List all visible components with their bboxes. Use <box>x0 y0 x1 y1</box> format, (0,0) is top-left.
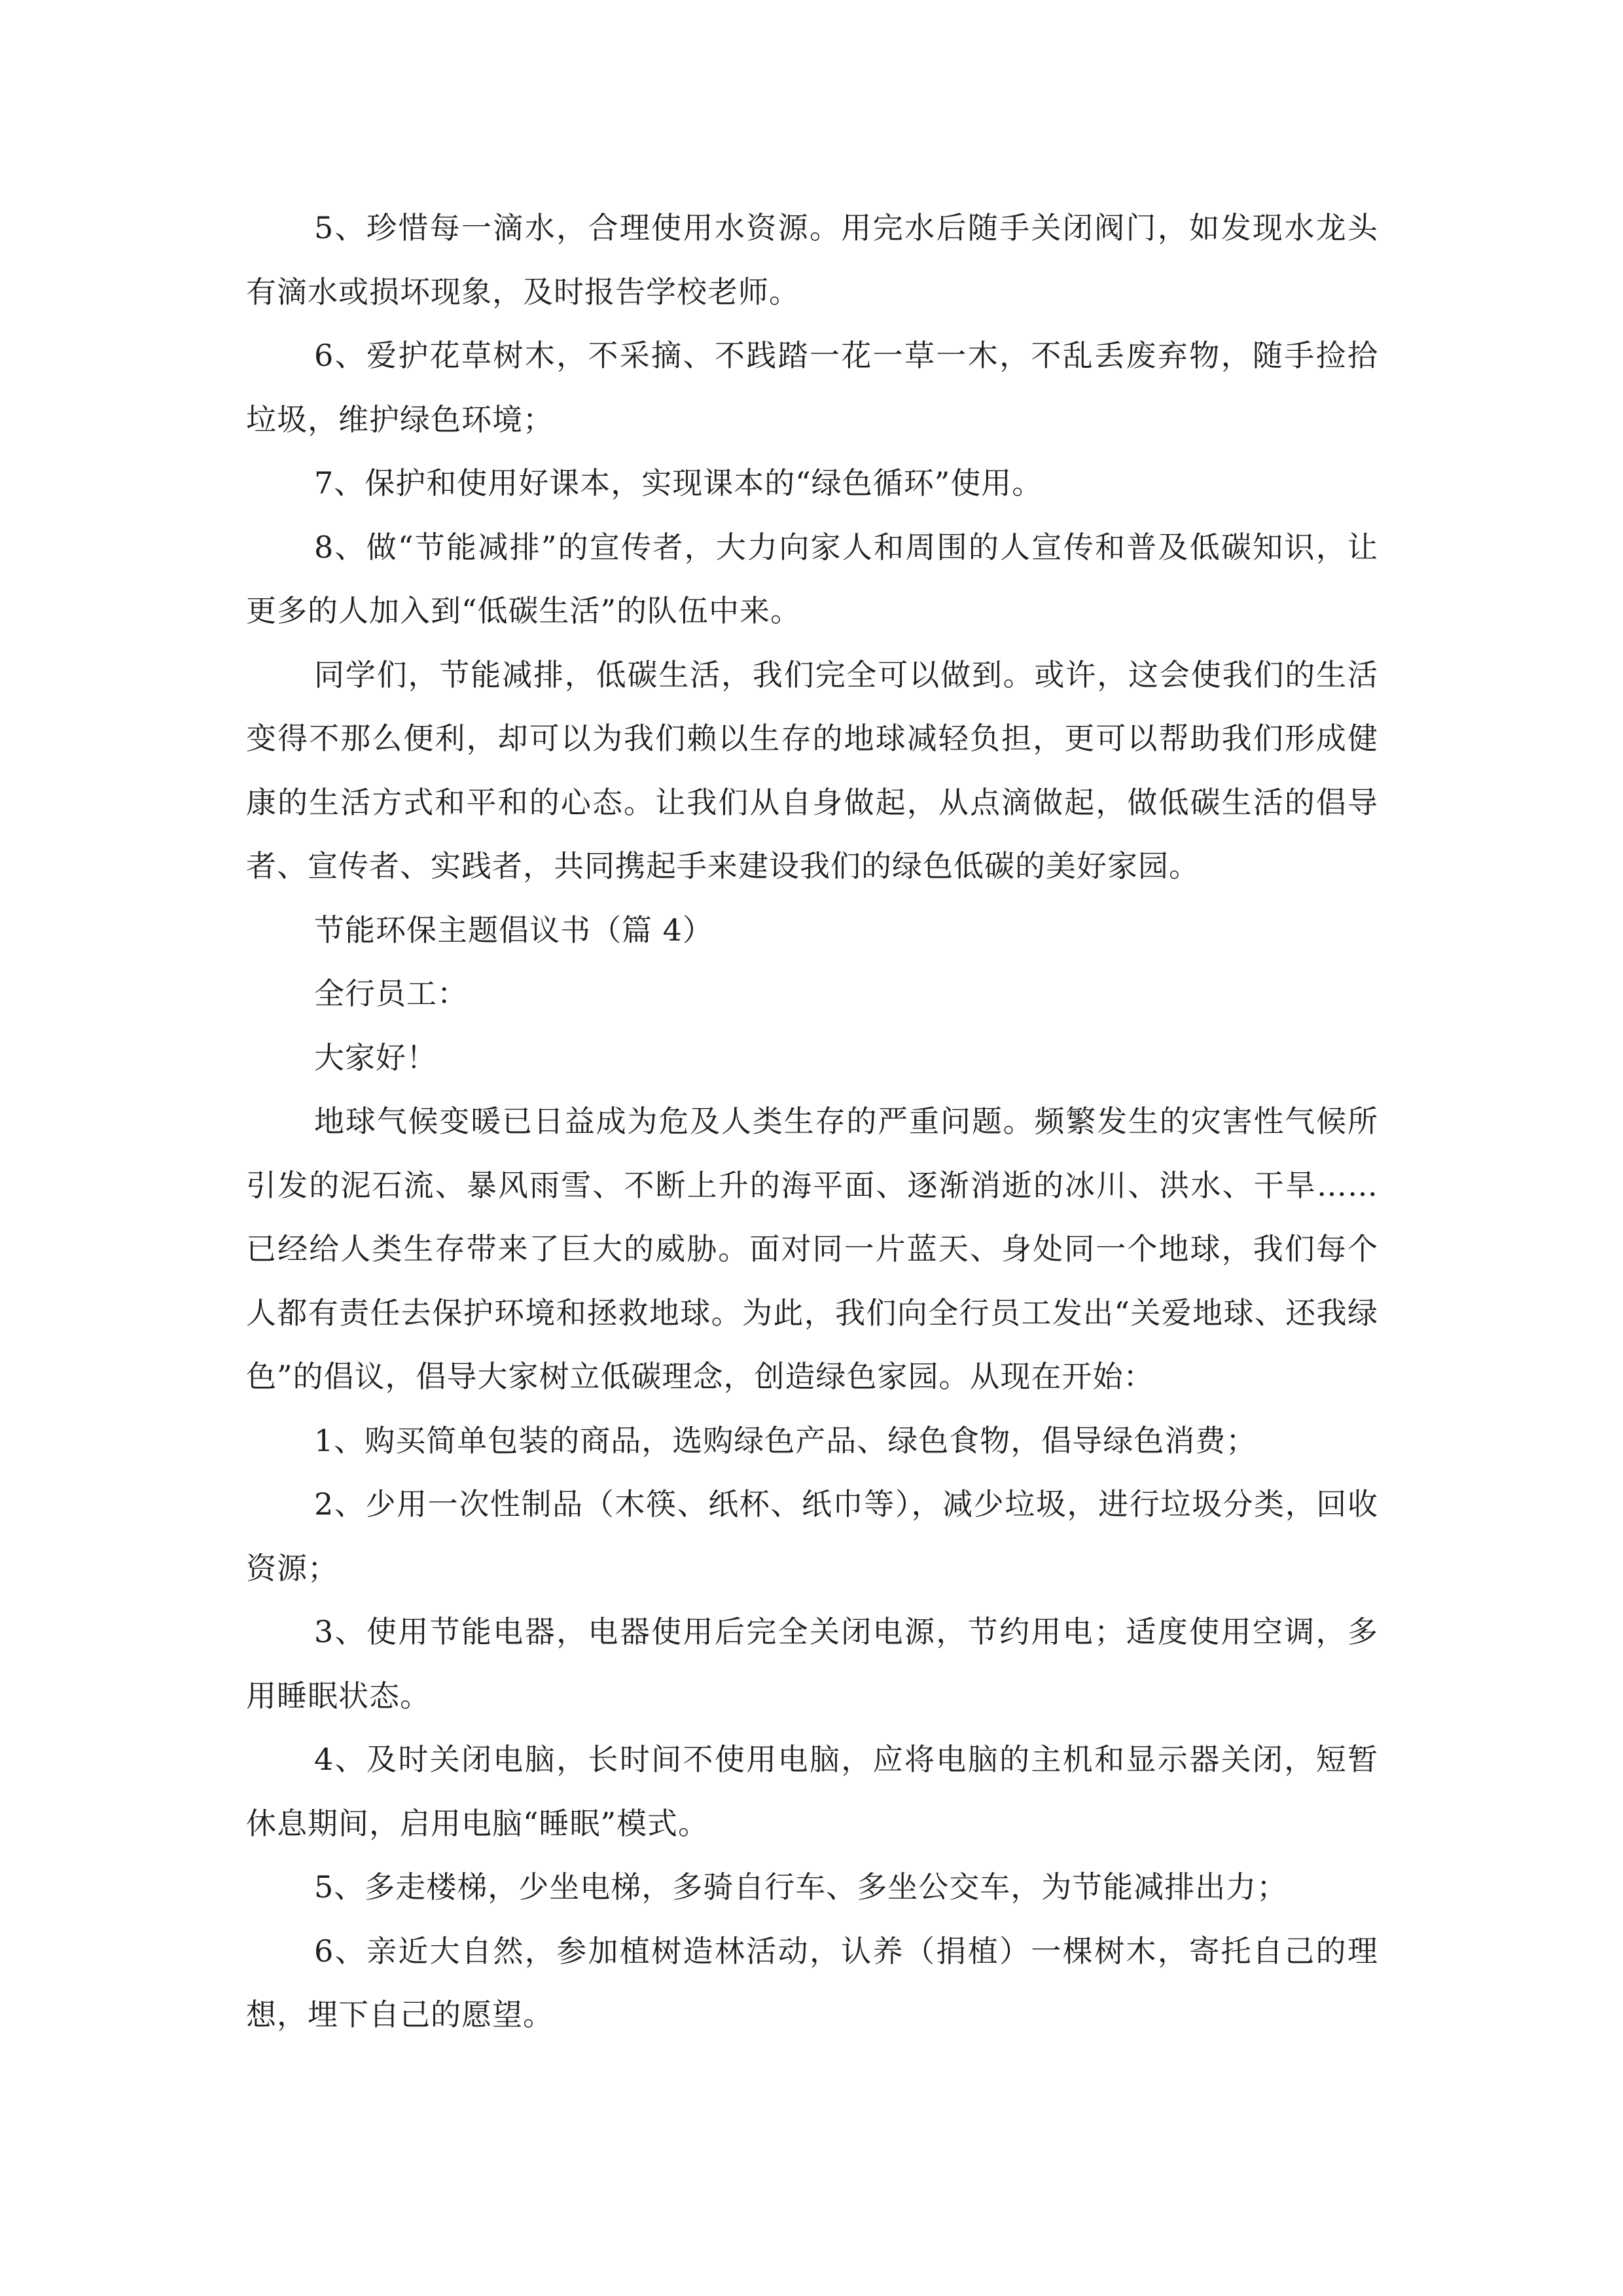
paragraph-item-5-water: 5、珍惜每一滴水，合理使用水资源。用完水后随手关闭阀门，如发现水龙头有滴水或损坏现象，及时报告学校老师。 <box>246 210 1378 310</box>
paragraph-item-3-appliances: 3、使用节能电器，电器使用后完全关闭电源，节约用电；适度使用空调，多用睡眠状态。 <box>246 1614 1378 1713</box>
paragraph-intro-climate: 地球气候变暖已日益成为危及人类生存的严重问题。频繁发生的灾害性气候所引发的泥石流、暴风雨雪、不断上升的海平面、逐渐消逝的冰川、洪水、干旱……已经给人类生存带来了巨大的威胁。面对同一片蓝天、身处同一个地球，我们每个人都有责任去保护环境和拯救地球。为此，我们向全行员工发出“关爱地球、还我绿色”的倡议，倡导大家树立低碳理念，创造绿色家园。从现在开始： <box>246 1103 1378 1394</box>
paragraph-item-1-shopping: 1、购买简单包装的商品，选购绿色产品、绿色食物，倡导绿色消费； <box>314 1422 1257 1458</box>
paragraph-item-4-computers: 4、及时关闭电脑，长时间不使用电脑，应将电脑的主机和显示器关闭，短暂休息期间，启用电脑“睡眠”模式。 <box>246 1742 1378 1841</box>
paragraph-item-8-promotion: 8、做“节能减排”的宣传者，大力向家人和周围的人宣传和普及低碳知识，让更多的人加入到“低碳生活”的队伍中来。 <box>246 529 1378 628</box>
section-heading: 节能环保主题倡议书（篇 4） <box>314 912 713 948</box>
paragraph-item-2-disposables: 2、少用一次性制品（木筷、纸杯、纸巾等），减少垃圾，进行垃圾分类，回收资源； <box>246 1486 1378 1586</box>
salutation-recipients: 全行员工： <box>314 976 468 1011</box>
paragraph-item-6-trees: 6、亲近大自然，参加植树造林活动，认养（捐植）一棵树木，寄托自己的理想，埋下自己的愿望。 <box>246 1933 1378 2032</box>
salutation-greeting: 大家好！ <box>314 1039 437 1075</box>
paragraph-item-7-textbooks: 7、保护和使用好课本，实现课本的“绿色循环”使用。 <box>314 465 1043 501</box>
document-body <box>246 196 1378 2047</box>
paragraph-item-6-plants: 6、爱护花草树木，不采摘、不践踏一花一草一木，不乱丢废弃物，随手捡拾垃圾，维护绿色环境； <box>246 338 1378 437</box>
paragraph-students-closing: 同学们，节能减排，低碳生活，我们完全可以做到。或许，这会使我们的生活变得不那么便利，却可以为我们赖以生存的地球减轻负担，更可以帮助我们形成健康的生活方式和平和的心态。让我们从自身做起，从点滴做起，做低碳生活的倡导者、宣传者、实践者，共同携起手来建设我们的绿色低碳的美好家园。 <box>246 656 1378 884</box>
paragraph-item-5-transport: 5、多走楼梯，少坐电梯，多骑自行车、多坐公交车，为节能减排出力； <box>314 1869 1288 1905</box>
